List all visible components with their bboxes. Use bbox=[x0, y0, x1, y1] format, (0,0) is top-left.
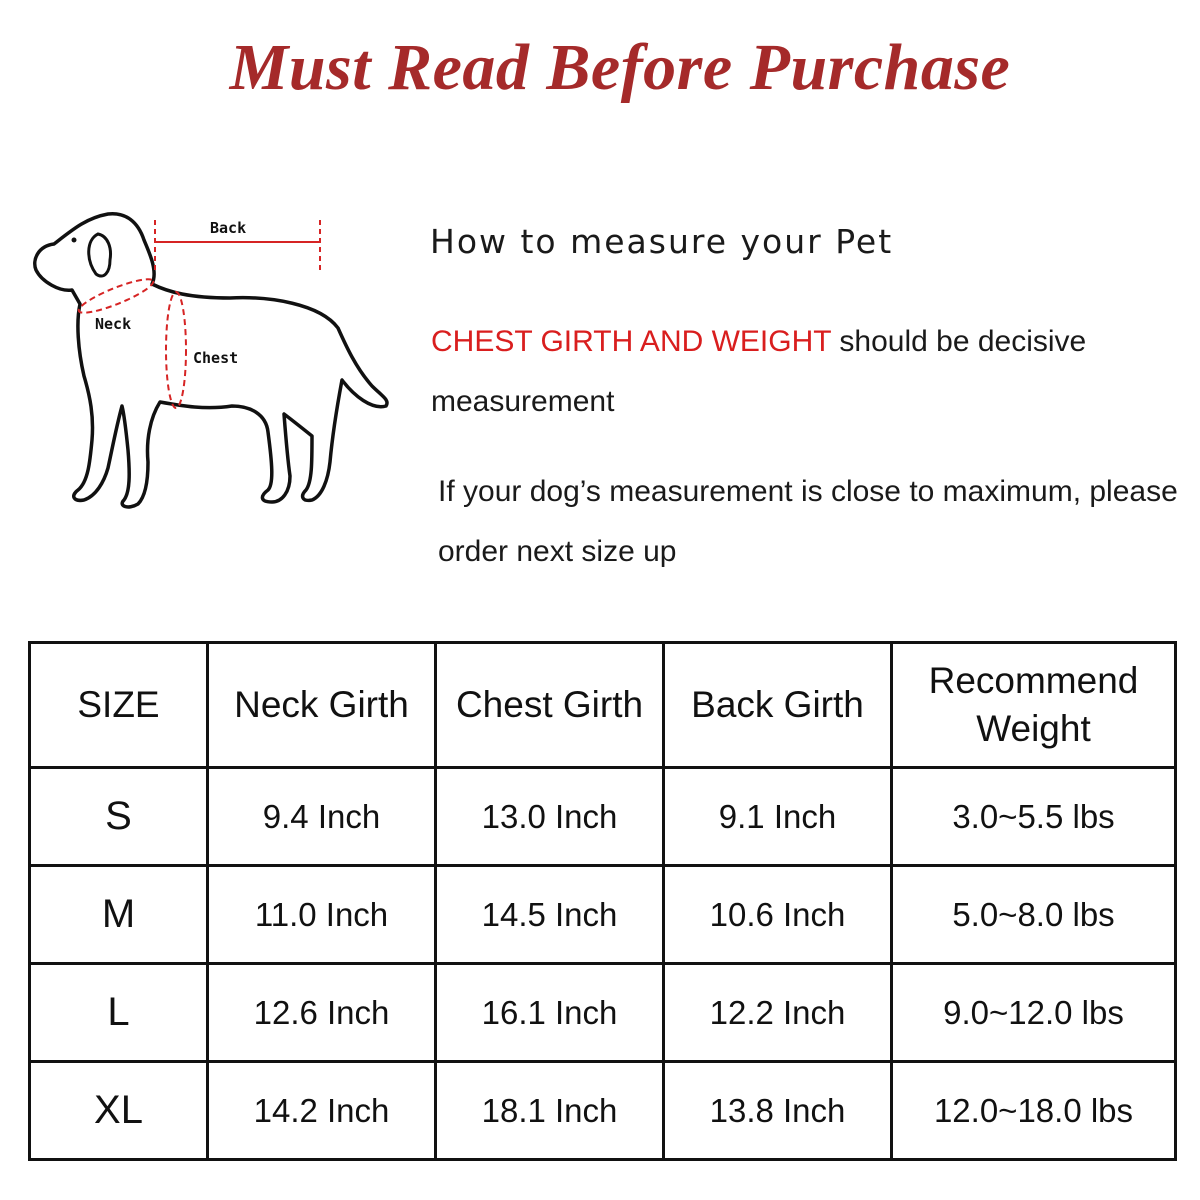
diagram-label-chest: Chest bbox=[193, 349, 239, 367]
decisive-measurement-text bbox=[431, 312, 1191, 432]
cell-back: 9.1 Inch bbox=[664, 768, 892, 866]
table-header-row bbox=[30, 643, 1176, 768]
table-row bbox=[30, 866, 1176, 964]
decisive-rest-text: should be decisive measurement bbox=[431, 325, 1087, 418]
cell-size: XL bbox=[30, 1062, 208, 1160]
cell-chest: 13.0 Inch bbox=[436, 768, 664, 866]
cell-size: S bbox=[30, 768, 208, 866]
header-neck-girth: Neck Girth bbox=[208, 643, 436, 768]
size-up-note: If your dog’s measurement is close to maximum, please order next size up bbox=[438, 475, 1178, 568]
diagram-label-neck: Neck bbox=[95, 315, 132, 333]
cell-chest: 18.1 Inch bbox=[436, 1062, 664, 1160]
table-row bbox=[30, 1062, 1176, 1160]
header-back-girth: Back Girth bbox=[664, 643, 892, 768]
highlight-text: CHEST GIRTH AND WEIGHT bbox=[431, 325, 832, 358]
cell-weight: 9.0~12.0 lbs bbox=[892, 964, 1176, 1062]
diagram-label-back: Back bbox=[210, 219, 247, 237]
cell-size: M bbox=[30, 866, 208, 964]
cell-weight: 12.0~18.0 lbs bbox=[892, 1062, 1176, 1160]
cell-chest: 16.1 Inch bbox=[436, 964, 664, 1062]
size-chart-table bbox=[28, 641, 1177, 1161]
cell-back: 13.8 Inch bbox=[664, 1062, 892, 1160]
cell-back: 10.6 Inch bbox=[664, 866, 892, 964]
cell-neck: 11.0 Inch bbox=[208, 866, 436, 964]
dog-outline-icon bbox=[20, 200, 400, 540]
table-row bbox=[30, 964, 1176, 1062]
page-title: Must Read Before Purchase bbox=[229, 31, 1011, 104]
header-recommend-weight: Recommend Weight bbox=[892, 643, 1176, 768]
cell-weight: 5.0~8.0 lbs bbox=[892, 866, 1176, 964]
header-size: SIZE bbox=[30, 643, 208, 768]
cell-neck: 14.2 Inch bbox=[208, 1062, 436, 1160]
cell-chest: 14.5 Inch bbox=[436, 866, 664, 964]
cell-weight: 3.0~5.5 lbs bbox=[892, 768, 1176, 866]
cell-back: 12.2 Inch bbox=[664, 964, 892, 1062]
header-chest-girth: Chest Girth bbox=[436, 643, 664, 768]
measure-heading: How to measure your Pet bbox=[430, 222, 894, 261]
cell-size: L bbox=[30, 964, 208, 1062]
table-row bbox=[30, 768, 1176, 866]
dog-measurement-diagram bbox=[20, 200, 400, 540]
cell-neck: 12.6 Inch bbox=[208, 964, 436, 1062]
cell-neck: 9.4 Inch bbox=[208, 768, 436, 866]
